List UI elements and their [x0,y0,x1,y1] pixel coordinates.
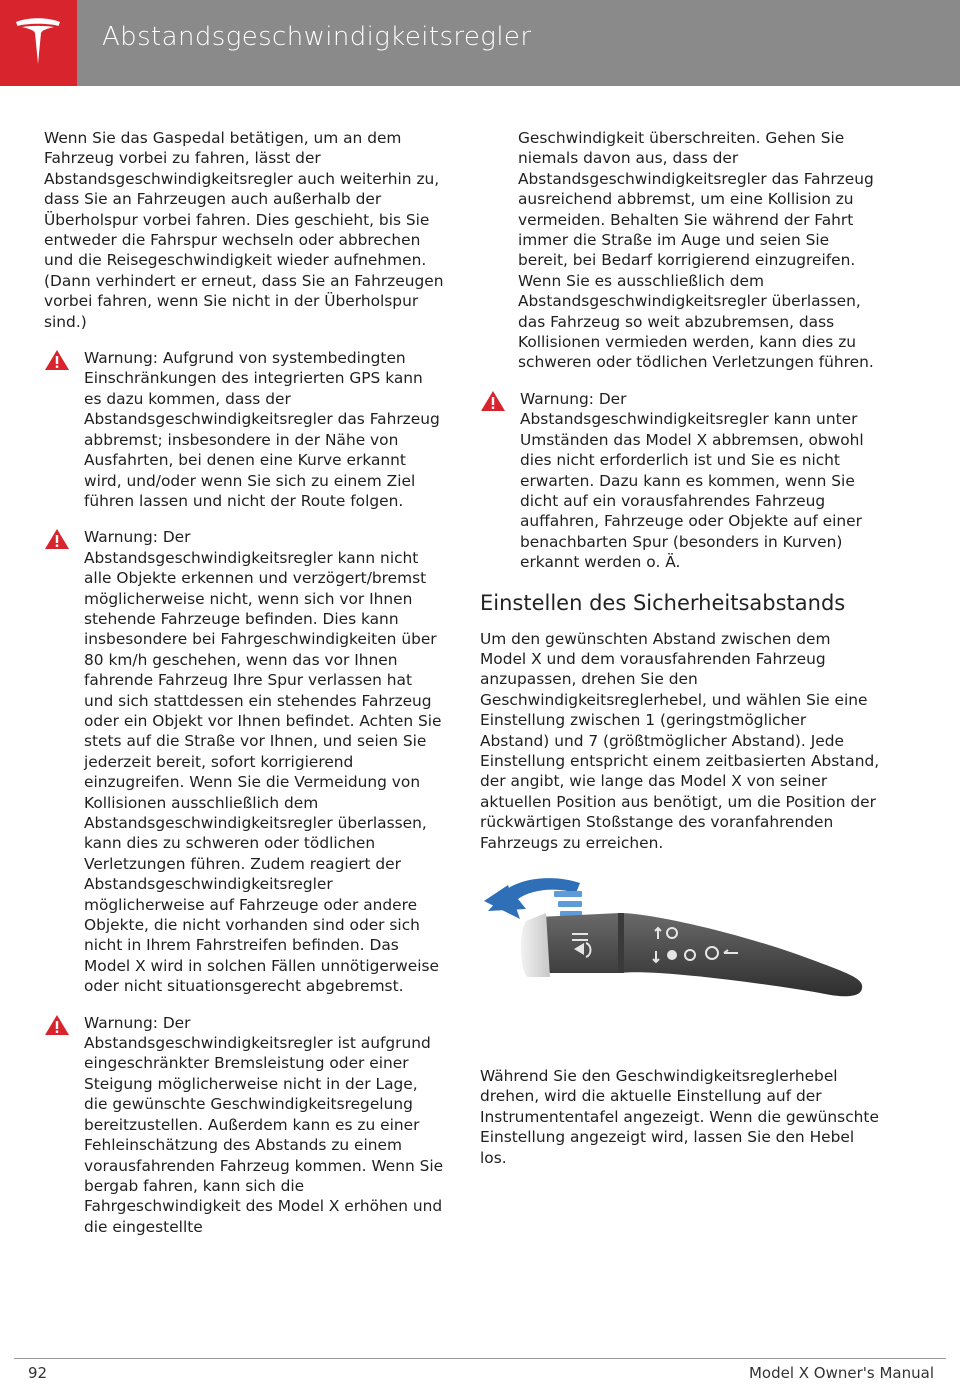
warning-text: Warnung: Der Abstandsgeschwindigkeitsregler ist aufgrund eingeschränkter Bremsleistung oder einer Steigung möglicherweise nicht in der Lage, die gewünschte Geschwindigkeitsregelung bereitzustellen. Außerdem kann es zu einer Fehleinschätzung des Abstands zu einem vorausfahrenden Fahrzeug kommen. Wenn Sie bergab fahren, kann sich die Fahrgeschwindigkeit des Model X erhöhen und die eingestellte [84,1013,444,1236]
warning-text: Warnung: Der Abstandsgeschwindigkeitsregler kann unter Umständen das Model X abbremsen, obwohl dies nicht erforderlich ist und Sie es nicht erwarten. Dazu kann es kommen, wenn Sie dicht auf ein vorausfahrendes Fahrzeug auffahren, Fahrzeuge oder Objekte auf einer benachbarten Spur (besonders in Kurven) erkannt werden o. Ä. [520,389,864,572]
closing-paragraph: Während Sie den Geschwindigkeitsreglerhebel drehen, wird die aktuelle Einstellung auf der Instrumententafel angezeigt. Wenn die gewünschte Einstellung angezeigt wird, lassen Sie den Hebel los. [480,1067,879,1167]
cruise-lever-illustration [480,873,880,1038]
intro-paragraph: Wenn Sie das Gaspedal betätigen, um an dem Fahrzeug vorbei zu fahren, lässt der Abstandsgeschwindigkeitsregler auch weiterhin zu, dass Sie an Fahrzeugen auch außerhalb der Überholspur vorbei fahren. Dies geschieht, bis Sie entweder die Fahrspur wechseln oder abbrechen und die Reisegeschwindigkeit wieder aufnehmen. (Dann verhindert er erneut, dass Sie an Fahrzeugen vorbei fahren, wenn Sie nicht in der Überholspur sind.) [44,129,444,331]
warning-block [480,389,880,573]
tesla-logo-icon [14,18,62,68]
section-paragraph: Um den gewünschten Abstand zwischen dem Model X und dem vorausfahrenden Fahrzeug anzupassen, drehen Sie den Geschwindigkeitsreglerhebel, und wählen Sie eine Einstellung zwischen 1 (geringstmöglicher Abstand) und 7 (größtmöglicher Abstand). Jede Einstellung entspricht einem zeitbasierten Abstand, der angibt, wie lange das Model X von seiner aktuellen Position aus benötigt, um die Position der rückwärtigen Stoßstange des voranfahrenden Fahrzeugs zu erreichen. [480,629,880,852]
continuation-paragraph: Geschwindigkeit überschreiten. Gehen Sie niemals davon aus, dass der Abstandsgeschwindigkeitsregler das Fahrzeug ausreichend abbremst, um eine Kollision zu vermeiden. Behalten Sie während der Fahrt immer die Straße im Auge und seien Sie bereit, bei Bedarf korrigierend einzugreifen. Wenn Sie es ausschließlich dem Abstandsgeschwindigkeitsregler überlassen, das Fahrzeug so weit abzubremsen, dass Kollisionen vermieden werden, kann dies zu schweren oder tödlichen Verletzungen führen. [518,129,874,372]
warning-block [44,527,444,996]
warning-icon [44,1013,84,1040]
rotate-arrow-icon [484,878,582,919]
warning-text: Warnung: Aufgrund von systembedingten Einschränkungen des integrierten GPS kann es dazu kommen, dass der Abstandsgeschwindigkeitsregler das Fahrzeug abbremst; insbesondere in der Nähe von Ausfahrten, bei denen eine Kurve erkannt wird, und/oder wenn Sie sich zu einem Ziel führen lassen und nicht der Route folgen. [84,349,440,510]
warning-icon [44,348,84,375]
manual-title: Model X Owner's Manual [748,1364,934,1382]
page-number: 92 [28,1364,48,1382]
brand-logo-box [0,0,77,86]
page-header [0,0,960,86]
left-column [44,128,444,1253]
section-heading: Einstellen des Sicherheitsabstands [480,590,846,615]
warning-block [44,348,444,511]
warning-block [44,1013,444,1237]
page-title: Abstandsgeschwindigkeitsregler [102,22,532,52]
right-column [480,128,880,1184]
warning-icon [44,527,84,554]
warning-icon [480,389,520,416]
warning-text: Warnung: Der Abstandsgeschwindigkeitsregler kann nicht alle Objekte erkennen und verzögert/bremst möglicherweise nicht, wenn sich vor Ihnen stehende Fahrzeuge befinden. Dies kann insbesondere bei Fahrgeschwindigkeiten über 80 km/h geschehen, wenn das vor Ihnen fahrende Fahrzeug Ihre Spur verlassen hat und sich stattdessen ein stehendes Fahrzeug oder ein Objekt vor Ihnen befindet. Achten Sie stets auf die Straße vor Ihnen, und seien Sie jederzeit bereit, sofort korrigierend einzugreifen. Wenn Sie die Vermeidung von Kollisionen ausschließlich dem Abstandsgeschwindigkeitsregler überlassen, kann dies zu schweren oder tödlichen Verletzungen führen. Zudem reagiert der Abstandsgeschwindigkeitsregler möglicherweise auf Fahrzeuge oder andere Objekte, die nicht vorhanden sind oder sich nicht in Ihrem Fahrstreifen befinden. Das Model X wird in solchen Fällen unnötigerweise oder nicht situationsgerecht abgebremst. [84,528,442,996]
footer-divider [14,1358,946,1359]
cruise-lever-image [480,873,880,1038]
